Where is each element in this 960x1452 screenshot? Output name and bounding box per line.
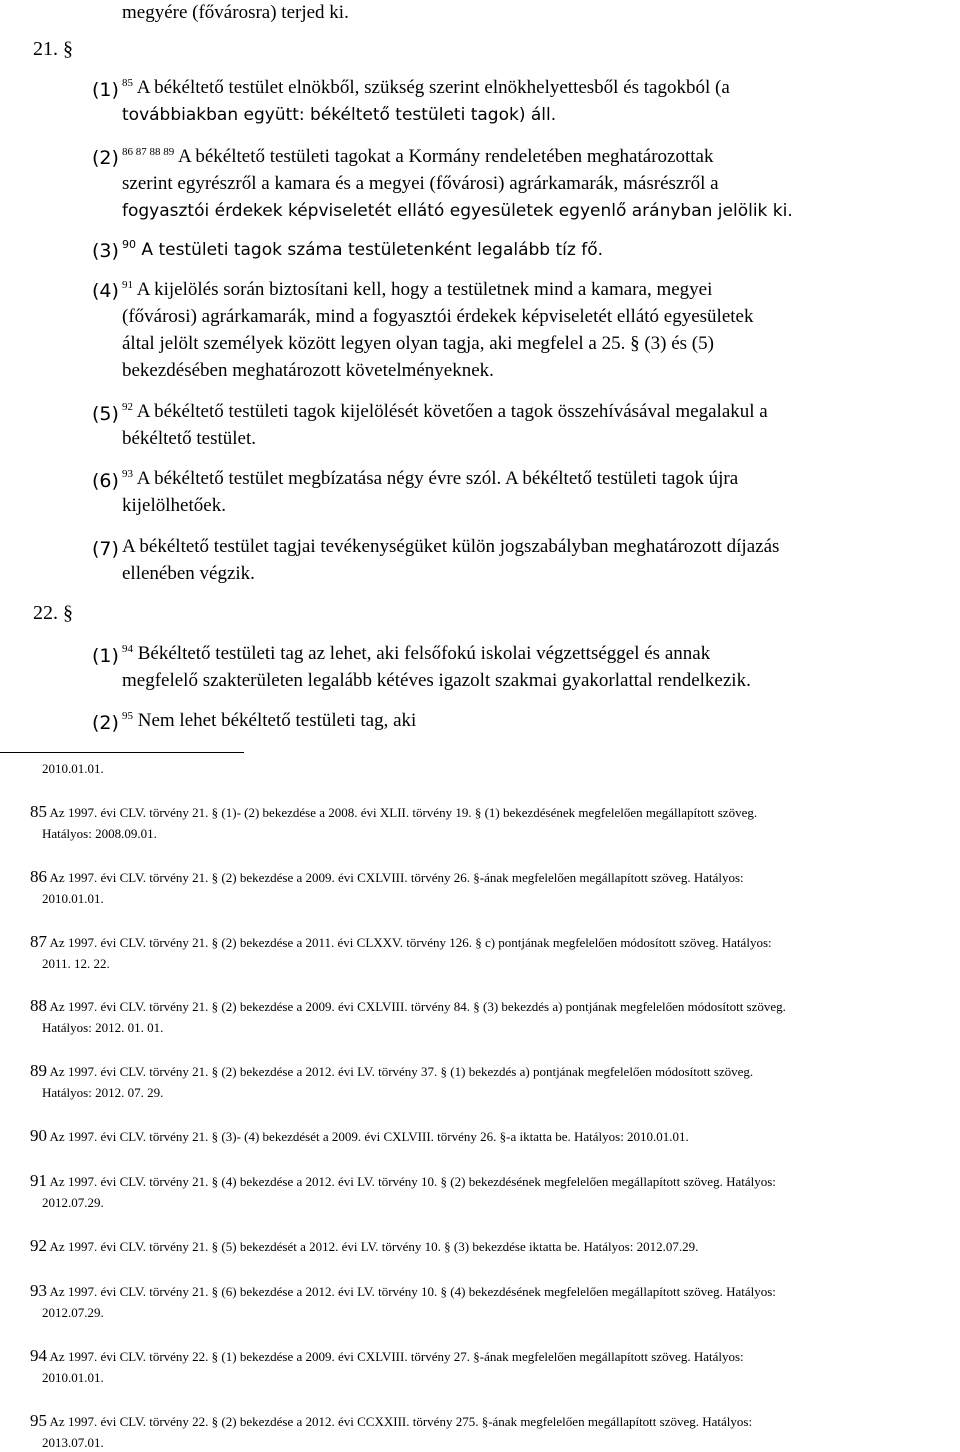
footnote-93 <box>30 1282 776 1301</box>
paragraph-number: (2) <box>92 147 119 169</box>
footnote-number: 89 <box>30 1061 47 1080</box>
paragraph-21-4-line-2: (fővárosi) agrárkamarák, mind a fogyasztói érdekek képviseletét ellátó egyesületek <box>122 306 754 327</box>
footnote-text-continued: Hatályos: 2008.09.01. <box>42 826 157 841</box>
paragraph-21-4-line-1: $^{91}$ A kijelölés során biztosítani kell, hogy a testületnek mind a kamara, megyei <box>122 279 713 300</box>
footnote-91 <box>30 1172 776 1191</box>
footnote-text: Az 1997. évi CLV. törvény 21. § (3)- (4) bekezdését a 2009. évi CXLVIII. törvény 26. §-a iktatta be. Hatályos: 2010.01.01. <box>47 1129 689 1144</box>
footnote-89 <box>30 1062 753 1081</box>
footnote-text-continued: Hatályos: 2012. 01. 01. <box>42 1020 164 1035</box>
paragraph-21-7-line-2: ellenében végzik. <box>122 563 255 584</box>
footnote-number: 88 <box>30 996 47 1015</box>
footnote-text-continued: 2011. 12. 22. <box>42 956 110 971</box>
paragraph-21-6-line-2: kijelölhetőek. <box>122 495 226 516</box>
footnote-92 <box>30 1237 698 1256</box>
paragraph-21-4-line-4: bekezdésében meghatározott követelményeknek. <box>122 360 494 381</box>
paragraph-21-1-line-2: továbbiakban együtt: békéltető testületi tagok) áll. <box>122 105 557 125</box>
footnote-text: Az 1997. évi CLV. törvény 21. § (2) bekezdése a 2009. évi CXLVIII. törvény 26. §-ának megfelelően megállapított szöveg. Hatályos: <box>47 870 744 885</box>
footnote-text: Az 1997. évi CLV. törvény 21. § (2) bekezdése a 2012. évi LV. törvény 37. § (1) bekezdés a) pontjának megfelelően módosított szöveg. <box>47 1064 754 1079</box>
footnote-text-continued: 2010.01.01. <box>42 891 104 906</box>
paragraph-number: (7) <box>92 538 119 560</box>
footnote-ref[interactable]: 94 <box>122 643 133 655</box>
paragraph-22-2-line-1: $^{95}$ Nem lehet békéltető testületi tag, aki <box>122 710 417 731</box>
footnote-87 <box>30 933 772 952</box>
paragraph-number: (4) <box>92 280 119 302</box>
footnote-ref[interactable]: 86 87 88 89 <box>122 146 175 158</box>
paragraph-number: (2) <box>92 712 119 734</box>
footnote-text-continued: 2012.07.29. <box>42 1195 104 1210</box>
paragraph-22-1-line-1: $^{94}$ Békéltető testületi tag az lehet, aki felsőfokú iskolai végzettséggel és annak <box>122 643 711 664</box>
paragraph-number: (1) <box>92 79 119 101</box>
paragraph-21-1-line-1: $^{85}$ A békéltető testület elnökből, szükség szerint elnökhelyettesből és tagokból (a <box>122 77 730 98</box>
paragraph-21-2-line-3: fogyasztói érdekek képviseletét ellátó egyesületek egyenlő arányban jelölik ki. <box>122 201 793 221</box>
paragraph-21-2-line-1: $^{86 87 88 89}$ A békéltető testületi tagokat a Kormány rendeletében meghatározottak <box>122 146 714 167</box>
footnote-ref[interactable]: 85 <box>122 77 133 89</box>
footnote-text-continued: 2013.07.01. <box>42 1435 104 1450</box>
footnote-86 <box>30 868 744 887</box>
footnote-text: Az 1997. évi CLV. törvény 21. § (6) bekezdése a 2012. évi LV. törvény 10. § (4) bekezdésének megfelelően megállapított szöveg. Hatályos: <box>47 1284 776 1299</box>
footnote-text: Az 1997. évi CLV. törvény 21. § (2) bekezdése a 2011. évi CLXXV. törvény 126. § c) pontjának megfelelően módosított szöveg. Hatályos: <box>47 935 772 950</box>
footnote-text: Az 1997. évi CLV. törvény 21. § (4) bekezdése a 2012. évi LV. törvény 10. § (2) bekezdésének megfelelően megállapított szöveg. Hatályos: <box>47 1174 776 1189</box>
footnote-text: Az 1997. évi CLV. törvény 21. § (2) bekezdése a 2009. évi CXLVIII. törvény 84. § (3) bekezdés a) pontjának megfelelően módosított szöveg. <box>47 999 786 1014</box>
paragraph-22-1-line-2: megfelelő szakterületen legalább kétéves igazolt szakmai gyakorlattal rendelkezik. <box>122 670 751 691</box>
footnote-number: 95 <box>30 1411 47 1430</box>
footnote-88 <box>30 997 786 1016</box>
footnote-text-continued: 2012.07.29. <box>42 1305 104 1320</box>
footnote-94 <box>30 1347 744 1366</box>
footnote-90 <box>30 1127 689 1146</box>
footnote-number: 91 <box>30 1171 47 1190</box>
footnote-number: 87 <box>30 932 47 951</box>
paragraph-sign: § <box>63 602 73 624</box>
section-heading-21 <box>33 36 73 62</box>
footnote-text-continued: Hatályos: 2012. 07. 29. <box>42 1085 164 1100</box>
paragraph-number: (5) <box>92 403 119 425</box>
footnote-number: 90 <box>30 1126 47 1145</box>
footnote-number: 94 <box>30 1346 47 1365</box>
paragraph-21-5-line-2: békéltető testület. <box>122 428 257 449</box>
footnote-text: Az 1997. évi CLV. törvény 21. § (1)- (2) bekezdése a 2008. évi XLII. törvény 19. § (1) bekezdésének megfelelően megállapított szöveg. <box>47 805 758 820</box>
section-number: 22. <box>33 602 58 624</box>
paragraph-sign: § <box>63 38 73 60</box>
footnote-text: Az 1997. évi CLV. törvény 22. § (2) bekezdése a 2012. évi CCXXIII. törvény 275. §-ának megfelelően megállapított szöveg. Hatályos: <box>47 1414 753 1429</box>
footnote-text: Az 1997. évi CLV. törvény 21. § (5) bekezdését a 2012. évi LV. törvény 10. § (3) bekezdése iktatta be. Hatályos: 2012.07.29. <box>47 1239 699 1254</box>
footnote-95 <box>30 1412 752 1431</box>
footnote-ref[interactable]: 91 <box>122 279 133 291</box>
footnote-number: 92 <box>30 1236 47 1255</box>
section-heading-22 <box>33 600 73 626</box>
footnote-separator <box>0 752 244 753</box>
footnote-85 <box>30 803 757 822</box>
paragraph-number: (6) <box>92 470 119 492</box>
paragraph-number: (1) <box>92 645 119 667</box>
footnote-number: 93 <box>30 1281 47 1300</box>
paragraph-21-6-line-1: $^{93}$ A békéltető testület megbízatása négy évre szól. A békéltető testületi tagok újra <box>122 468 739 489</box>
footnote-ref[interactable]: 95 <box>122 710 133 722</box>
paragraph-21-5-line-1: $^{92}$ A békéltető testületi tagok kijelölését követően a tagok összehívásával megalakul a <box>122 401 768 422</box>
paragraph-21-7-line-1: A békéltető testület tagjai tevékenységüket külön jogszabályban meghatározott díjazás <box>122 536 780 557</box>
footnote-text-continued: 2010.01.01. <box>42 1370 104 1385</box>
footnote-text: Az 1997. évi CLV. törvény 22. § (1) bekezdése a 2009. évi CXLVIII. törvény 27. §-ának megfelelően megállapított szöveg. Hatályos: <box>47 1349 744 1364</box>
paragraph-21-2-line-2: szerint egyrészről a kamara és a megyei (fővárosi) agrárkamarák, másrészről a <box>122 173 719 194</box>
footnote-ref[interactable]: 93 <box>122 468 133 480</box>
footnote-ref[interactable]: 92 <box>122 401 133 413</box>
paragraph-21-3-line-1: $^{90}$ A testületi tagok száma testületenként legalább tíz fő. <box>122 238 604 260</box>
section-number: 21. <box>33 38 58 60</box>
footnote-number: 86 <box>30 867 47 886</box>
footnote-number: 85 <box>30 802 47 821</box>
paragraph-21-4-line-3: által jelölt személyek között legyen olyan tagja, aki megfelel a 25. § (3) és (5) <box>122 333 714 354</box>
carryover-text: megyére (fővárosra) terjed ki. <box>122 2 349 23</box>
footnote-carryover: 2010.01.01. <box>42 761 104 776</box>
paragraph-number: (3) <box>92 240 119 262</box>
footnote-ref[interactable]: 90 <box>122 238 136 251</box>
